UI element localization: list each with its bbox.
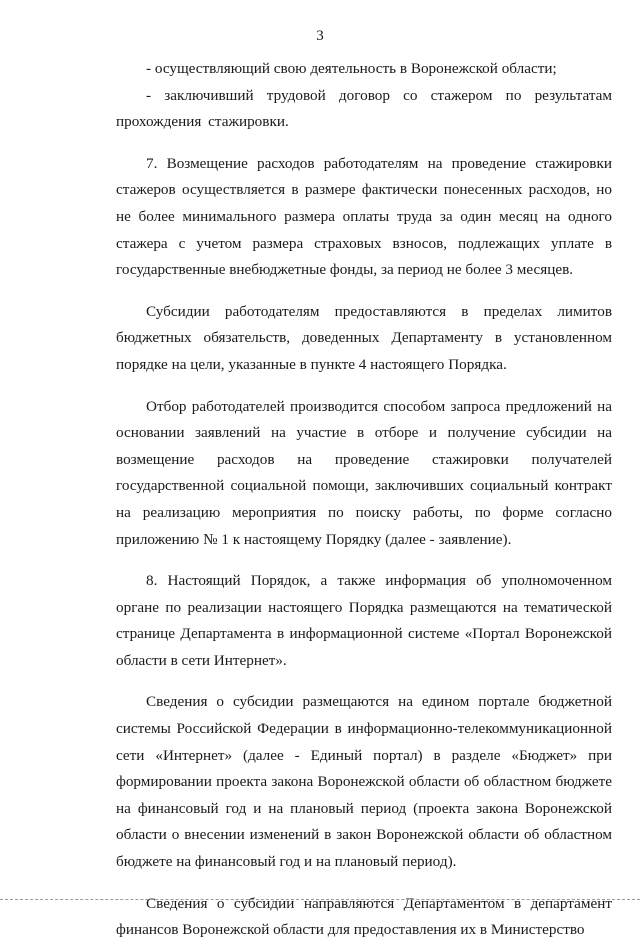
page-number: 3 (316, 28, 324, 44)
document-body (116, 56, 612, 944)
paragraph-item-8: 8. Настоящий Порядок, а также информация об уполномоченном органе по реализации настоящего Порядка размещаются на тематической странице Департамента в информационной системе «Портал Воронежской области в сети Интернет». (116, 572, 612, 669)
paragraph-bullet-contract: - заключивший трудовой договор со стажером по результатам прохождения стажировки. (116, 86, 612, 131)
paragraph-unified-portal: Сведения о субсидии размещаются на едином портале бюджетной системы Российской Федерации в информационно-телекоммуникационной сети «Интернет» (далее - Единый портал) в разделе «Бюджет» при формировании проекта закона Воронежской области об областном бюджете на финансовый год и на плановый период (проекта закона Воронежской области о внесении изменений в закон Воронежской области об областном бюджете на финансовый год и на плановый период). (116, 693, 612, 871)
paragraph-ministry-transfer: Сведения о субсидии направляются Департаментом в департамент финансов Воронежской области для предоставления их в Министерство (116, 894, 612, 939)
paragraph-item-7: 7. Возмещение расходов работодателям на проведение стажировки стажеров осуществляется в размере фактически понесенных расходов, но не более минимального размера оплаты труда за один месяц на одного стажера с учетом размера страховых взносов, подлежащих уплате в государственные внебюджетные фонды, за период не более 3 месяцев. (116, 154, 612, 279)
paragraph-employer-selection: Отбор работодателей производится способом запроса предложений на основании заявлений на участие в отборе и получение субсидии на возмещение расходов на проведение стажировки получателей государственной социальной помощи, заключивших социальный контракт на реализацию мероприятия по поиску работы, по форме согласно приложению № 1 к настоящему Порядку (далее - заявление). (116, 397, 612, 548)
bottom-scan-edge (0, 899, 640, 900)
paragraph-bullet-activity: - осуществляющий свою деятельность в Воронежской области; (146, 60, 557, 77)
paragraph-subsidy-limits: Субсидии работодателям предоставляются в пределах лимитов бюджетных обязательств, доведенных Департаменту в установленном порядке на цели, указанные в пункте 4 настоящего Порядка. (116, 302, 612, 373)
